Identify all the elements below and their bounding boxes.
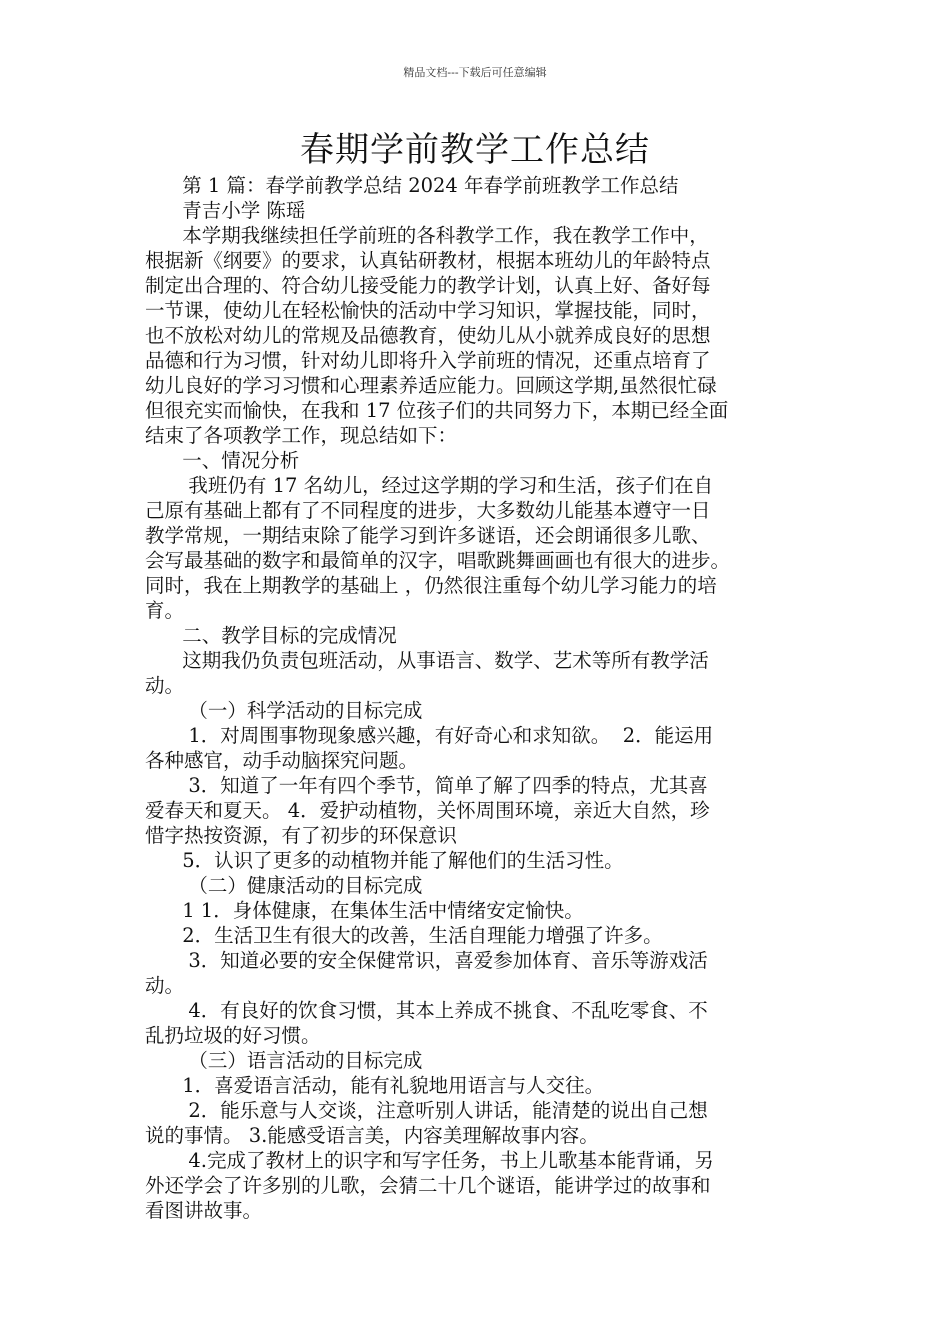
body-line: 会写最基础的数字和最简单的汉字，唱歌跳舞画画也有很大的进步。 — [145, 549, 731, 572]
body-line: 一节课，使幼儿在轻松愉快的活动中学习知识，掌握技能，同时， — [145, 299, 711, 322]
header-note: 精品文档---下载后可任意编辑 — [403, 66, 547, 79]
body-line: 说的事情。 3.能感受语言美，内容美理解故事内容。 — [145, 1124, 599, 1147]
body-line: 青吉小学 陈瑶 — [145, 199, 306, 222]
body-line: 乱扔垃圾的好习惯。 — [145, 1024, 321, 1047]
body-line: 各种感官，动手动脑探究问题。 — [145, 749, 419, 772]
body-line: 但很充实而愉快，在我和 17 位孩子们的共同努力下，本期已经全面 — [145, 399, 729, 422]
body-line: 幼儿良好的学习习惯和心理素养适应能力。回顾这学期,虽然很忙碌 — [145, 374, 717, 397]
body-line: 4.完成了教材上的识字和写字任务，书上儿歌基本能背诵，另 — [145, 1149, 714, 1172]
body-line: 4．有良好的饮食习惯，其本上养成不挑食、不乱吃零食、不 — [145, 999, 708, 1022]
body-line: 这期我仍负责包班活动，从事语言、数学、艺术等所有教学活 — [145, 649, 709, 672]
body-line: 惜字热按资源，有了初步的环保意识 — [145, 824, 458, 847]
document-body — [145, 173, 810, 1223]
body-line: 二、教学目标的完成情况 — [145, 624, 397, 647]
body-line: 本学期我继续担任学前班的各科教学工作，我在教学工作中， — [145, 224, 709, 247]
body-line: 2．能乐意与人交谈，注意听别人讲话，能清楚的说出自己想 — [145, 1099, 708, 1122]
body-line: 1 1．身体健康，在集体生活中情绪安定愉快。 — [145, 899, 584, 922]
document-title: 春期学前教学工作总结 — [300, 130, 650, 170]
body-line: （一）科学活动的目标完成 — [145, 699, 423, 722]
body-line: 看图讲故事。 — [145, 1199, 263, 1222]
body-line: 己原有基础上都有了不同程度的进步，大多数幼儿能基本遵守一日 — [145, 499, 711, 522]
body-line: 外还学会了许多别的儿歌，会猜二十几个谜语，能讲学过的故事和 — [145, 1174, 711, 1197]
body-line: 结束了各项教学工作，现总结如下： — [145, 424, 458, 447]
body-line: 2．生活卫生有很大的改善，生活自理能力增强了许多。 — [145, 924, 663, 947]
body-line: 第 1 篇：春学前教学总结 2024 年春学前班教学工作总结 — [145, 174, 679, 197]
body-line: 1．对周围事物现象感兴趣，有好奇心和求知欲。 2．能运用 — [145, 724, 714, 747]
body-line: 制定出合理的、符合幼儿接受能力的教学计划，认真上好、备好每 — [145, 274, 711, 297]
body-line: 同时，我在上期教学的基础上 ，仍然很注重每个幼儿学习能力的培 — [145, 574, 717, 597]
body-line: 我班仍有 17 名幼儿，经过这学期的学习和生活，孩子们在自 — [145, 474, 714, 497]
body-line: 根据新《纲要》的要求，认真钻研教材，根据本班幼儿的年龄特点 — [145, 249, 711, 272]
body-line: （三）语言活动的目标完成 — [145, 1049, 423, 1072]
body-line: （二）健康活动的目标完成 — [145, 874, 423, 897]
body-line: 育。 — [145, 599, 185, 622]
body-line: 动。 — [145, 674, 185, 697]
body-line: 品德和行为习惯，针对幼儿即将升入学前班的情况，还重点培育了 — [145, 349, 711, 372]
body-line: 1．喜爱语言活动，能有礼貌地用语言与人交往。 — [145, 1074, 605, 1097]
body-line: 教学常规，一期结束除了能学习到许多谜语，还会朗诵很多儿歌、 — [145, 524, 711, 547]
body-line: 爱春天和夏天。 4．爱护动植物，关怀周围环境，亲近大自然，珍 — [145, 799, 710, 822]
body-line: 3．知道了一年有四个季节，简单了解了四季的特点，尤其喜 — [145, 774, 708, 797]
body-line: 5．认识了更多的动植物并能了解他们的生活习性。 — [145, 849, 624, 872]
body-line: 动。 — [145, 974, 185, 997]
body-line: 一、情况分析 — [145, 449, 300, 472]
body-line: 也不放松对幼儿的常规及品德教育，使幼儿从小就养成良好的思想 — [145, 324, 711, 347]
body-line: 3．知道必要的安全保健常识，喜爱参加体育、音乐等游戏活 — [145, 949, 708, 972]
